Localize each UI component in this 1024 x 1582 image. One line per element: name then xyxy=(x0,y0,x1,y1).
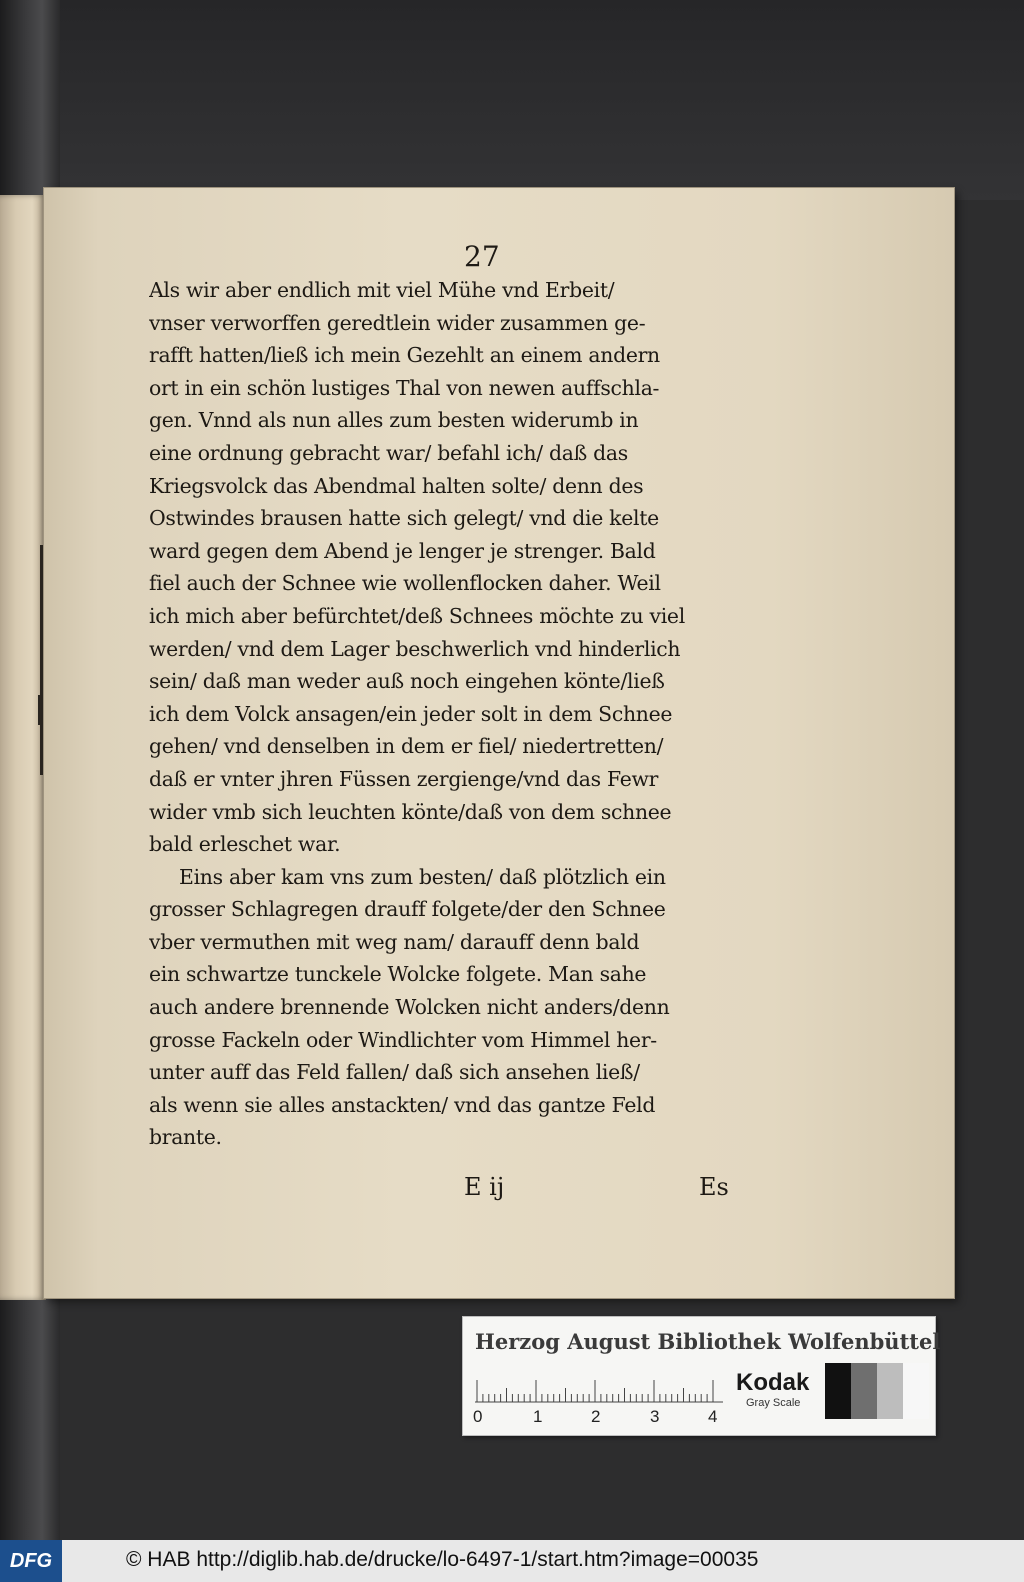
copyright-url[interactable]: © HAB http://diglib.hab.de/drucke/lo-6497-1/start.htm?image=00035 xyxy=(126,1548,759,1571)
gray-swatch xyxy=(851,1363,877,1419)
ruler-numbers xyxy=(473,1407,743,1427)
text-line: ward gegen dem Abend je lenger je strenger. Bald xyxy=(149,538,656,563)
text-line: brante. xyxy=(149,1125,222,1150)
kodak-logo: Kodak xyxy=(736,1369,810,1396)
ruler-number: 4 xyxy=(708,1407,718,1426)
text-line: ort in ein schön lustiges Thal von newen auffschla- xyxy=(149,375,660,400)
text-line: daß er vnter jhren Füssen zergienge/vnd das Fewr xyxy=(149,766,659,791)
ruler-number: 1 xyxy=(533,1407,543,1426)
gray-scale-caption: Gray Scale xyxy=(746,1397,801,1409)
text-line: gehen/ vnd denselben in dem er fiel/ niedertretten/ xyxy=(149,734,664,759)
text-line: Ostwindes brausen hatte sich gelegt/ vnd die kelte xyxy=(149,506,659,531)
text-line: bald erleschet war. xyxy=(149,832,341,857)
text-line: ein schwartze tunckele Wolcke folgete. Man sahe xyxy=(149,962,647,987)
text-line: Kriegsvolck das Abendmal halten solte/ denn des xyxy=(149,473,644,498)
text-line: ich mich aber befürchtet/deß Schnees möchte zu viel xyxy=(149,603,685,628)
footer-bar xyxy=(0,1540,1024,1582)
signature-mark: E ij xyxy=(464,1173,505,1201)
catchword: Es xyxy=(699,1173,729,1201)
library-name: Herzog August Bibliothek Wolfenbüttel xyxy=(475,1329,941,1354)
text-line: grosser Schlagregen drauff folgete/der den Schnee xyxy=(149,897,666,922)
text-line: sein/ daß man weder auß noch eingehen könte/ließ xyxy=(149,669,665,694)
dfg-logo: DFG xyxy=(0,1540,62,1582)
text-line: Als wir aber endlich mit viel Mühe vnd Erbeit/ xyxy=(149,278,615,302)
gray-swatch xyxy=(825,1363,851,1419)
text-line: gen. Vnnd als nun alles zum besten widerumb in xyxy=(149,408,639,433)
text-line: als wenn sie alles anstackten/ vnd das gantze Feld xyxy=(149,1092,656,1117)
library-color-target xyxy=(462,1316,941,1436)
text-line: eine ordnung gebracht war/ befahl ich/ daß das xyxy=(149,440,628,465)
text-line: grosse Fackeln oder Windlichter vom Himmel her- xyxy=(149,1027,657,1052)
page-number: 27 xyxy=(464,240,500,273)
facing-page-edge xyxy=(0,195,46,1300)
text-line: rafft hatten/ließ ich mein Gezehlt an einem andern xyxy=(149,343,660,368)
ruler-number: 3 xyxy=(650,1407,660,1426)
text-line: vber vermuthen mit weg nam/ darauff denn bald xyxy=(149,929,640,954)
text-line: ich dem Volck ansagen/ein jeder solt in dem Schnee xyxy=(149,701,673,726)
text-line: vnser verworffen geredtlein wider zusammen ge- xyxy=(149,310,646,335)
page-text xyxy=(149,274,789,1154)
text-line: fiel auch der Schnee wie wollenflocken daher. Weil xyxy=(149,571,661,596)
book-page xyxy=(44,188,954,1298)
text-line: unter auff das Feld fallen/ daß sich ansehen ließ/ xyxy=(149,1060,640,1085)
text-line: auch andere brennende Wolcken nicht anders/denn xyxy=(149,995,670,1020)
scanner-backdrop xyxy=(0,0,1024,200)
binding-shadow-mark xyxy=(38,695,42,725)
text-line: wider vmb sich leuchten könte/daß von dem schnee xyxy=(149,799,672,824)
gray-swatch xyxy=(903,1363,929,1419)
ruler-number: 0 xyxy=(473,1407,483,1426)
text-line: Eins aber kam vns zum besten/ daß plötzlich ein xyxy=(179,864,666,889)
gray-swatch xyxy=(877,1363,903,1419)
ruler-scale xyxy=(475,1373,723,1403)
text-line: werden/ vnd dem Lager beschwerlich vnd hinderlich xyxy=(149,636,681,661)
ruler-number: 2 xyxy=(591,1407,601,1426)
gray-scale-swatches xyxy=(825,1363,929,1419)
